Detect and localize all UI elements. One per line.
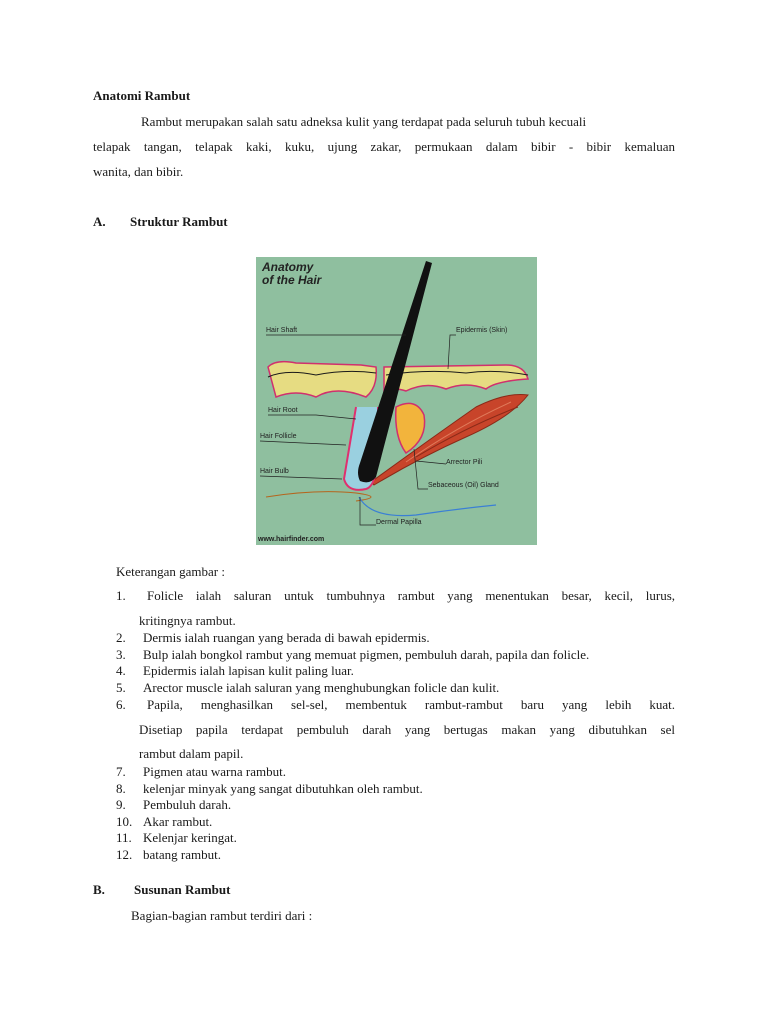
- list-item-text: Pembuluh darah.: [143, 797, 232, 812]
- list-item: [116, 830, 237, 846]
- list-item-number: 2.: [116, 630, 126, 645]
- list-item: [116, 764, 286, 780]
- list-item-number: 7.: [116, 764, 126, 779]
- section-a-title: Struktur Rambut: [130, 214, 228, 229]
- list-item-number: 4.: [116, 663, 126, 678]
- label-epidermis: Epidermis (Skin): [456, 327, 508, 334]
- label-sebaceous-gland: Sebaceous (Oil) Gland: [428, 482, 499, 489]
- list-item: [116, 781, 423, 797]
- label-hair-root: Hair Root: [268, 407, 298, 414]
- section-b-intro: Bagian-bagian rambut terdiri dari :: [131, 908, 313, 923]
- list-item-continuation: kritingnya rambut.: [139, 613, 236, 628]
- figure-title: Anatomy of the Hair: [262, 260, 322, 287]
- figure-caption: Keterangan gambar :: [116, 564, 226, 579]
- list-item-number: 9.: [116, 797, 126, 812]
- intro-line-1: Rambut merupakan salah satu adneksa kulit yang terdapat pada seluruh tubuh kecuali: [141, 114, 587, 129]
- list-item-text: kelenjar minyak yang sangat dibutuhkan oleh rambut.: [143, 781, 423, 796]
- label-dermal-papilla: Dermal Papilla: [376, 519, 422, 526]
- document-title: Anatomi Rambut: [93, 88, 191, 103]
- list-item: [116, 588, 675, 604]
- section-a-letter: A.: [93, 214, 106, 229]
- list-item-text: Dermis ialah ruangan yang berada di bawah epidermis.: [143, 630, 430, 645]
- list-item-continuation: Disetiap papila terdapat pembuluh darah yang bertugas makan yang dibutuhkan sel: [139, 722, 675, 737]
- list-item-number: 3.: [116, 647, 126, 662]
- list-item-text: Bulp ialah bongkol rambut yang memuat pigmen, pembuluh darah, papila dan folicle.: [143, 647, 590, 662]
- list-item-text: batang rambut.: [143, 847, 221, 862]
- list-item-text: Epidermis ialah lapisan kulit paling luar.: [143, 663, 354, 678]
- list-item-text: Pigmen atau warna rambut.: [143, 764, 286, 779]
- list-item: [116, 680, 499, 696]
- list-item: [116, 697, 675, 713]
- section-b-title: Susunan Rambut: [134, 882, 231, 897]
- list-item-number: 5.: [116, 680, 126, 695]
- list-item: [116, 847, 221, 863]
- label-hair-bulb: Hair Bulb: [260, 468, 289, 475]
- hair-anatomy-illustration: [256, 257, 537, 545]
- intro-line-3: wanita, dan bibir.: [93, 164, 184, 179]
- label-hair-follicle: Hair Follicle: [260, 433, 297, 440]
- section-b-letter: B.: [93, 882, 105, 897]
- list-item: [116, 814, 212, 830]
- list-item-text: Folicle ialah saluran untuk tumbuhnya rambut yang menentukan besar, kecil, lurus,: [147, 588, 675, 603]
- list-item-continuation: rambut dalam papil.: [139, 746, 244, 761]
- list-item-number: 11.: [116, 830, 132, 845]
- hair-anatomy-figure: [256, 257, 537, 545]
- list-item-number: 12.: [116, 847, 133, 862]
- list-item: [116, 663, 354, 679]
- figure-website: www.hairfinder.com: [258, 536, 325, 543]
- list-item-number: 10.: [116, 814, 133, 829]
- list-item-text: Arector muscle ialah saluran yang menghubungkan folicle dan kulit.: [143, 680, 500, 695]
- list-item-number: 1.: [116, 588, 126, 603]
- label-hair-shaft: Hair Shaft: [266, 327, 298, 334]
- list-item-number: 8.: [116, 781, 126, 796]
- label-arrector-pili: Arrector Pili: [446, 459, 483, 466]
- list-item: [116, 797, 231, 813]
- list-item: [116, 647, 589, 663]
- intro-line-2: telapak tangan, telapak kaki, kuku, ujung zakar, permukaan dalam bibir - bibir kemaluan: [93, 139, 675, 154]
- list-item-text: Papila, menghasilkan sel-sel, membentuk rambut-rambut baru yang lebih kuat.: [147, 697, 675, 712]
- list-item-text: Akar rambut.: [143, 814, 213, 829]
- list-item-text: Kelenjar keringat.: [143, 830, 237, 845]
- list-item: [116, 630, 430, 646]
- list-item-number: 6.: [116, 697, 126, 712]
